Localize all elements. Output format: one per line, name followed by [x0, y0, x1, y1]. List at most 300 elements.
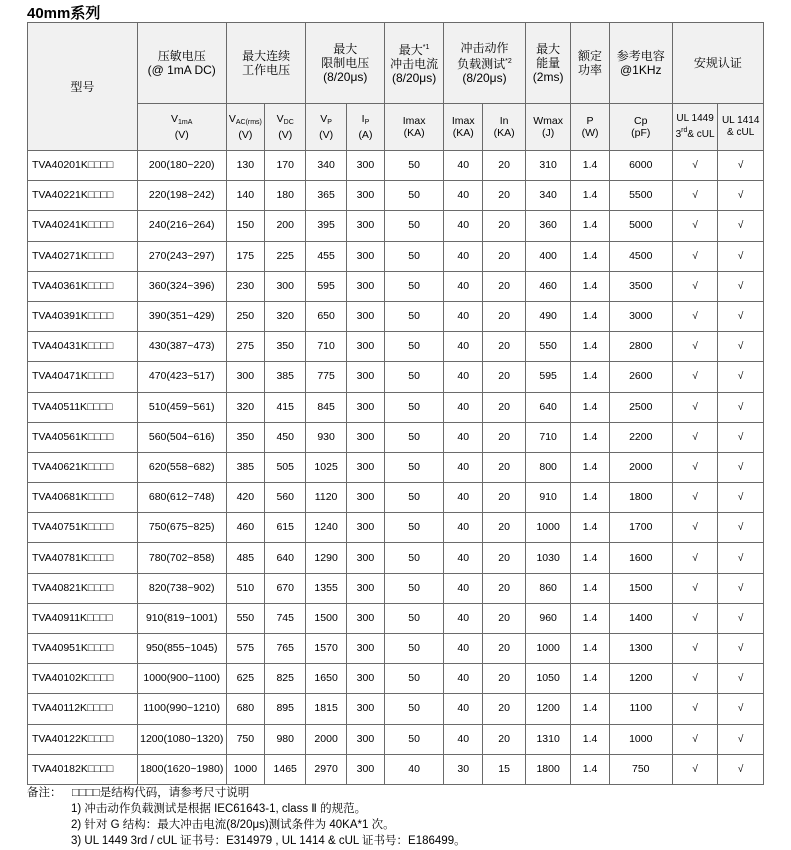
cell-model: TVA40122K□□□□	[28, 724, 138, 754]
cell-vac: 420	[226, 483, 264, 513]
cell-cp: 3500	[609, 271, 672, 301]
cell-varistor-voltage: 1800(1620~1980)	[137, 754, 226, 784]
cell-imax-test: 40	[444, 452, 483, 482]
cell-wmax: 360	[525, 211, 571, 241]
cell-vac: 175	[226, 241, 264, 271]
cell-vac: 1000	[226, 754, 264, 784]
cell-in: 20	[483, 422, 525, 452]
cell-vp: 2000	[306, 724, 346, 754]
header-max-surge-current: 最大$^{*1}$ 冲击电流 (8/20μs)	[385, 23, 444, 104]
subheader-ul1414: UL 1414 & cUL	[718, 104, 764, 151]
cell-vp: 930	[306, 422, 346, 452]
subheader-vac: $V_{AC(rms)}$ (V)	[226, 104, 264, 151]
cell-in: 20	[483, 241, 525, 271]
cell-ul1449: √	[672, 483, 718, 513]
cell-ul1449: √	[672, 362, 718, 392]
cell-ul1414: √	[718, 241, 764, 271]
cell-vac: 750	[226, 724, 264, 754]
cell-model: TVA40561K□□□□	[28, 422, 138, 452]
cell-cp: 2200	[609, 422, 672, 452]
cell-ul1449: √	[672, 694, 718, 724]
cell-vdc: 895	[265, 694, 306, 724]
cell-in: 20	[483, 573, 525, 603]
cell-vdc: 200	[265, 211, 306, 241]
cell-model: TVA40271K□□□□	[28, 241, 138, 271]
cell-imax-test: 40	[444, 694, 483, 724]
cell-vdc: 640	[265, 543, 306, 573]
cell-imax-surge: 50	[385, 151, 444, 181]
cell-imax-test: 30	[444, 754, 483, 784]
cell-ul1414: √	[718, 483, 764, 513]
cell-in: 20	[483, 694, 525, 724]
cell-cp: 1700	[609, 513, 672, 543]
cell-power: 1.4	[571, 422, 609, 452]
cell-power: 1.4	[571, 543, 609, 573]
cell-cp: 1000	[609, 724, 672, 754]
cell-varistor-voltage: 390(351~429)	[137, 301, 226, 331]
cell-varistor-voltage: 1000(900~1100)	[137, 664, 226, 694]
cell-varistor-voltage: 750(675~825)	[137, 513, 226, 543]
cell-power: 1.4	[571, 241, 609, 271]
cell-imax-surge: 50	[385, 452, 444, 482]
cell-ip: 300	[346, 664, 384, 694]
cell-ul1449: √	[672, 151, 718, 181]
header-surge-load-test: 冲击动作 负载测试$^{*2}$ (8/20μs)	[444, 23, 526, 104]
table-row	[28, 754, 764, 784]
cell-cp: 6000	[609, 151, 672, 181]
cell-ip: 300	[346, 362, 384, 392]
cell-ul1414: √	[718, 181, 764, 211]
cell-cp: 4500	[609, 241, 672, 271]
cell-imax-surge: 50	[385, 332, 444, 362]
cell-vdc: 225	[265, 241, 306, 271]
cell-vdc: 505	[265, 452, 306, 482]
cell-ip: 300	[346, 332, 384, 362]
cell-vac: 275	[226, 332, 264, 362]
table-row	[28, 301, 764, 331]
cell-cp: 5500	[609, 181, 672, 211]
cell-ul1449: √	[672, 754, 718, 784]
header-rated-power: 额定 功率	[571, 23, 609, 104]
cell-model: TVA40201K□□□□	[28, 151, 138, 181]
cell-varistor-voltage: 560(504~616)	[137, 422, 226, 452]
cell-vac: 385	[226, 452, 264, 482]
cell-ul1414: √	[718, 634, 764, 664]
cell-imax-test: 40	[444, 603, 483, 633]
cell-vdc: 350	[265, 332, 306, 362]
cell-imax-surge: 50	[385, 724, 444, 754]
cell-wmax: 1000	[525, 513, 571, 543]
cell-ip: 300	[346, 211, 384, 241]
cell-vdc: 765	[265, 634, 306, 664]
cell-ip: 300	[346, 483, 384, 513]
cell-model: TVA40751K□□□□	[28, 513, 138, 543]
cell-ul1449: √	[672, 332, 718, 362]
cell-ul1449: √	[672, 543, 718, 573]
cell-ul1449: √	[672, 513, 718, 543]
cell-ul1414: √	[718, 422, 764, 452]
subheader-wmax: Wmax (J)	[525, 104, 571, 151]
cell-varistor-voltage: 220(198~242)	[137, 181, 226, 211]
cell-ul1449: √	[672, 181, 718, 211]
cell-imax-test: 40	[444, 392, 483, 422]
cell-imax-surge: 40	[385, 754, 444, 784]
cell-vac: 575	[226, 634, 264, 664]
table-row	[28, 543, 764, 573]
cell-imax-test: 40	[444, 241, 483, 271]
cell-imax-surge: 50	[385, 301, 444, 331]
cell-ul1449: √	[672, 603, 718, 633]
cell-power: 1.4	[571, 603, 609, 633]
subheader-ul1449: UL 1449 3rd& cUL	[672, 104, 718, 151]
notes-label: 备注：	[27, 787, 62, 799]
cell-in: 20	[483, 724, 525, 754]
cell-model: TVA40431K□□□□	[28, 332, 138, 362]
cell-cp: 1300	[609, 634, 672, 664]
cell-ul1414: √	[718, 211, 764, 241]
cell-power: 1.4	[571, 332, 609, 362]
cell-wmax: 1050	[525, 664, 571, 694]
cell-ul1414: √	[718, 543, 764, 573]
cell-ip: 300	[346, 392, 384, 422]
cell-imax-test: 40	[444, 422, 483, 452]
subheader-imax-test: Imax (KA)	[444, 104, 483, 151]
cell-ul1414: √	[718, 362, 764, 392]
cell-imax-surge: 50	[385, 483, 444, 513]
cell-vdc: 1465	[265, 754, 306, 784]
cell-in: 20	[483, 211, 525, 241]
cell-power: 1.4	[571, 392, 609, 422]
cell-ip: 300	[346, 754, 384, 784]
cell-wmax: 1310	[525, 724, 571, 754]
cell-model: TVA40911K□□□□	[28, 603, 138, 633]
cell-vp: 710	[306, 332, 346, 362]
cell-varistor-voltage: 200(180~220)	[137, 151, 226, 181]
cell-imax-surge: 50	[385, 694, 444, 724]
cell-vdc: 450	[265, 422, 306, 452]
cell-ip: 300	[346, 724, 384, 754]
table-row	[28, 513, 764, 543]
cell-cp: 3000	[609, 301, 672, 331]
cell-imax-test: 40	[444, 181, 483, 211]
cell-imax-test: 40	[444, 301, 483, 331]
cell-in: 20	[483, 513, 525, 543]
cell-model: TVA40471K□□□□	[28, 362, 138, 392]
cell-imax-surge: 50	[385, 634, 444, 664]
cell-ul1449: √	[672, 392, 718, 422]
cell-wmax: 1200	[525, 694, 571, 724]
cell-imax-test: 40	[444, 483, 483, 513]
header-varistor-voltage: 压敏电压 (@ 1mA DC)	[137, 23, 226, 104]
cell-vac: 300	[226, 362, 264, 392]
table-row	[28, 603, 764, 633]
table-row	[28, 392, 764, 422]
cell-in: 20	[483, 151, 525, 181]
cell-cp: 1800	[609, 483, 672, 513]
cell-varistor-voltage: 780(702~858)	[137, 543, 226, 573]
cell-imax-surge: 50	[385, 573, 444, 603]
cell-varistor-voltage: 360(324~396)	[137, 271, 226, 301]
header-max-continuous-voltage: 最大连续 工作电压	[226, 23, 306, 104]
cell-vdc: 180	[265, 181, 306, 211]
cell-wmax: 710	[525, 422, 571, 452]
subheader-ip: $I_P$ (A)	[346, 104, 384, 151]
cell-vdc: 170	[265, 151, 306, 181]
cell-model: TVA40511K□□□□	[28, 392, 138, 422]
cell-power: 1.4	[571, 483, 609, 513]
cell-vdc: 415	[265, 392, 306, 422]
cell-varistor-voltage: 620(558~682)	[137, 452, 226, 482]
cell-imax-test: 40	[444, 634, 483, 664]
cell-ul1414: √	[718, 392, 764, 422]
cell-in: 20	[483, 634, 525, 664]
note-2: 2) 针对 G 结构：最大冲击电流(8/20μs)测试条件为 40KA*1 次。	[71, 819, 395, 831]
header-clamping-voltage: 最大 限制电压 (8/20μs)	[306, 23, 385, 104]
cell-vp: 340	[306, 151, 346, 181]
cell-in: 20	[483, 664, 525, 694]
cell-vp: 1025	[306, 452, 346, 482]
notes	[27, 785, 466, 849]
table-row	[28, 181, 764, 211]
cell-ul1414: √	[718, 724, 764, 754]
cell-imax-test: 40	[444, 573, 483, 603]
cell-ul1414: √	[718, 664, 764, 694]
cell-wmax: 910	[525, 483, 571, 513]
cell-power: 1.4	[571, 151, 609, 181]
cell-ul1449: √	[672, 664, 718, 694]
table-row	[28, 452, 764, 482]
cell-varistor-voltage: 820(738~902)	[137, 573, 226, 603]
cell-power: 1.4	[571, 211, 609, 241]
cell-cp: 750	[609, 754, 672, 784]
cell-cp: 2800	[609, 332, 672, 362]
cell-vac: 150	[226, 211, 264, 241]
table-row	[28, 211, 764, 241]
cell-vdc: 980	[265, 724, 306, 754]
cell-vp: 1240	[306, 513, 346, 543]
cell-power: 1.4	[571, 754, 609, 784]
table-row	[28, 664, 764, 694]
cell-ul1449: √	[672, 724, 718, 754]
cell-imax-test: 40	[444, 332, 483, 362]
cell-varistor-voltage: 430(387~473)	[137, 332, 226, 362]
cell-ul1414: √	[718, 603, 764, 633]
cell-imax-surge: 50	[385, 211, 444, 241]
table-row	[28, 422, 764, 452]
cell-power: 1.4	[571, 362, 609, 392]
cell-vp: 1500	[306, 603, 346, 633]
cell-ip: 300	[346, 422, 384, 452]
cell-cp: 1200	[609, 664, 672, 694]
cell-ul1449: √	[672, 271, 718, 301]
cell-vp: 395	[306, 211, 346, 241]
cell-ip: 300	[346, 452, 384, 482]
table-row	[28, 362, 764, 392]
cell-imax-surge: 50	[385, 603, 444, 633]
cell-ip: 300	[346, 181, 384, 211]
cell-ip: 300	[346, 694, 384, 724]
cell-in: 20	[483, 362, 525, 392]
cell-ul1414: √	[718, 754, 764, 784]
cell-vdc: 670	[265, 573, 306, 603]
cell-vac: 130	[226, 151, 264, 181]
cell-power: 1.4	[571, 301, 609, 331]
cell-power: 1.4	[571, 271, 609, 301]
cell-cp: 1600	[609, 543, 672, 573]
cell-ip: 300	[346, 603, 384, 633]
page-title: 40mm系列	[27, 5, 101, 22]
cell-wmax: 1030	[525, 543, 571, 573]
cell-varistor-voltage: 910(819~1001)	[137, 603, 226, 633]
cell-imax-surge: 50	[385, 543, 444, 573]
cell-model: TVA40221K□□□□	[28, 181, 138, 211]
table-row	[28, 694, 764, 724]
cell-ul1449: √	[672, 211, 718, 241]
cell-wmax: 400	[525, 241, 571, 271]
cell-power: 1.4	[571, 694, 609, 724]
cell-vp: 2970	[306, 754, 346, 784]
cell-ul1414: √	[718, 301, 764, 331]
table-row	[28, 151, 764, 181]
cell-wmax: 960	[525, 603, 571, 633]
cell-vp: 455	[306, 241, 346, 271]
cell-varistor-voltage: 270(243~297)	[137, 241, 226, 271]
table-row	[28, 332, 764, 362]
cell-power: 1.4	[571, 724, 609, 754]
cell-wmax: 1000	[525, 634, 571, 664]
table-row	[28, 241, 764, 271]
cell-ul1449: √	[672, 301, 718, 331]
cell-imax-surge: 50	[385, 362, 444, 392]
cell-ip: 300	[346, 634, 384, 664]
cell-in: 20	[483, 271, 525, 301]
cell-imax-test: 40	[444, 664, 483, 694]
cell-imax-surge: 50	[385, 241, 444, 271]
subheader-v1ma: $V_{1mA}$ (V)	[137, 104, 226, 151]
subheader-power: P (W)	[571, 104, 609, 151]
cell-varistor-voltage: 1100(990~1210)	[137, 694, 226, 724]
table-row	[28, 724, 764, 754]
cell-ul1414: √	[718, 151, 764, 181]
cell-wmax: 1800	[525, 754, 571, 784]
cell-vac: 680	[226, 694, 264, 724]
cell-vac: 485	[226, 543, 264, 573]
cell-model: TVA40361K□□□□	[28, 271, 138, 301]
cell-in: 20	[483, 603, 525, 633]
cell-model: TVA40681K□□□□	[28, 483, 138, 513]
subheader-imax-surge: Imax (KA)	[385, 104, 444, 151]
table-row	[28, 271, 764, 301]
cell-ip: 300	[346, 271, 384, 301]
table-row	[28, 483, 764, 513]
cell-vdc: 320	[265, 301, 306, 331]
cell-wmax: 595	[525, 362, 571, 392]
cell-imax-test: 40	[444, 211, 483, 241]
cell-model: TVA40241K□□□□	[28, 211, 138, 241]
cell-wmax: 340	[525, 181, 571, 211]
cell-cp: 2500	[609, 392, 672, 422]
cell-imax-surge: 50	[385, 422, 444, 452]
spec-table	[27, 22, 764, 785]
cell-vac: 320	[226, 392, 264, 422]
cell-vp: 1290	[306, 543, 346, 573]
cell-vdc: 300	[265, 271, 306, 301]
cell-imax-surge: 50	[385, 513, 444, 543]
cell-vac: 510	[226, 573, 264, 603]
cell-imax-test: 40	[444, 151, 483, 181]
cell-ip: 300	[346, 543, 384, 573]
spec-table-body	[28, 151, 764, 785]
cell-ul1414: √	[718, 271, 764, 301]
cell-model: TVA40821K□□□□	[28, 573, 138, 603]
cell-cp: 1500	[609, 573, 672, 603]
cell-vp: 595	[306, 271, 346, 301]
cell-ip: 300	[346, 573, 384, 603]
cell-varistor-voltage: 1200(1080~1320)	[137, 724, 226, 754]
cell-vp: 650	[306, 301, 346, 331]
cell-vdc: 825	[265, 664, 306, 694]
cell-imax-surge: 50	[385, 664, 444, 694]
cell-in: 20	[483, 392, 525, 422]
cell-ip: 300	[346, 301, 384, 331]
cell-vdc: 560	[265, 483, 306, 513]
cell-varistor-voltage: 240(216~264)	[137, 211, 226, 241]
cell-vp: 365	[306, 181, 346, 211]
cell-varistor-voltage: 950(855~1045)	[137, 634, 226, 664]
cell-vp: 1650	[306, 664, 346, 694]
cell-cp: 1100	[609, 694, 672, 724]
cell-wmax: 460	[525, 271, 571, 301]
cell-vac: 140	[226, 181, 264, 211]
cell-imax-test: 40	[444, 362, 483, 392]
cell-ul1449: √	[672, 452, 718, 482]
note-structure-code: □□□□是结构代码，请参考尺寸说明	[72, 787, 250, 799]
cell-model: TVA40621K□□□□	[28, 452, 138, 482]
cell-in: 20	[483, 181, 525, 211]
cell-vp: 1355	[306, 573, 346, 603]
cell-model: TVA40102K□□□□	[28, 664, 138, 694]
cell-in: 20	[483, 483, 525, 513]
cell-in: 20	[483, 543, 525, 573]
cell-vp: 1570	[306, 634, 346, 664]
cell-vdc: 745	[265, 603, 306, 633]
cell-varistor-voltage: 510(459~561)	[137, 392, 226, 422]
cell-model: TVA40391K□□□□	[28, 301, 138, 331]
cell-power: 1.4	[571, 513, 609, 543]
cell-imax-surge: 50	[385, 392, 444, 422]
cell-cp: 1400	[609, 603, 672, 633]
note-1: 1) 冲击动作负载测试是根据 IEC61643-1, class Ⅱ 的规范。	[71, 803, 367, 815]
cell-cp: 5000	[609, 211, 672, 241]
cell-in: 20	[483, 301, 525, 331]
cell-power: 1.4	[571, 664, 609, 694]
cell-vp: 845	[306, 392, 346, 422]
cell-ul1414: √	[718, 332, 764, 362]
subheader-in: In (KA)	[483, 104, 525, 151]
header-model: 型号	[28, 23, 138, 151]
cell-imax-test: 40	[444, 271, 483, 301]
cell-vac: 460	[226, 513, 264, 543]
cell-in: 20	[483, 452, 525, 482]
cell-cp: 2000	[609, 452, 672, 482]
cell-ip: 300	[346, 241, 384, 271]
cell-vdc: 615	[265, 513, 306, 543]
cell-power: 1.4	[571, 452, 609, 482]
cell-in: 15	[483, 754, 525, 784]
cell-ul1449: √	[672, 422, 718, 452]
cell-ip: 300	[346, 513, 384, 543]
cell-model: TVA40182K□□□□	[28, 754, 138, 784]
